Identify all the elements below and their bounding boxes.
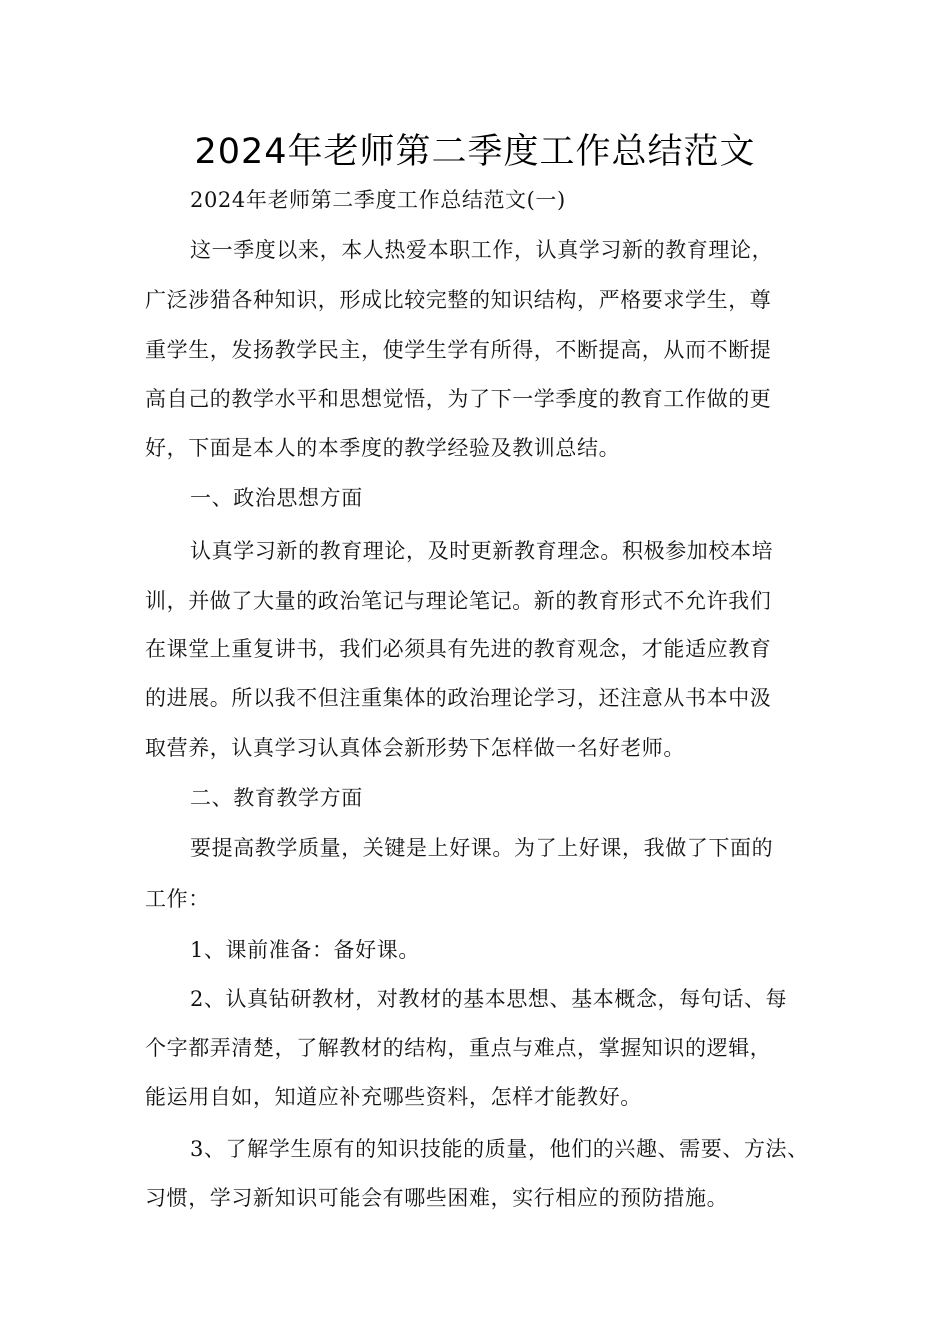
- section-heading: 一、政治思想方面: [190, 486, 363, 510]
- subtitle-line: 2024年老师第二季度工作总结范文(一): [190, 188, 566, 212]
- paragraph-line: 要提高教学质量，关键是上好课。为了上好课，我做了下面的: [190, 836, 774, 860]
- paragraph-line: 的进展。所以我不但注重集体的政治理论学习，还注意从书本中汲: [145, 686, 772, 710]
- paragraph-line: 在课堂上重复讲书，我们必须具有先进的教育观念，才能适应教育: [145, 637, 772, 661]
- paragraph-line: 取营养，认真学习认真体会新形势下怎样做一名好老师。: [145, 736, 685, 760]
- paragraph-line: 习惯，学习新知识可能会有哪些困难，实行相应的预防措施。: [145, 1186, 729, 1210]
- list-item: 2、认真钻研教材，对教材的基本思想、基本概念，每句话、每: [190, 987, 788, 1011]
- list-item: 3、了解学生原有的知识技能的质量，他们的兴趣、需要、方法、: [190, 1137, 809, 1161]
- paragraph-line: 好，下面是本人的本季度的教学经验及教训总结。: [145, 436, 621, 460]
- paragraph-line: 能运用自如，知道应补充哪些资料，怎样才能教好。: [145, 1085, 642, 1109]
- paragraph-line: 工作：: [145, 887, 210, 911]
- paragraph-line: 个字都弄清楚，了解教材的结构，重点与难点，掌握知识的逻辑，: [145, 1036, 772, 1060]
- paragraph-line: 认真学习新的教育理论，及时更新教育理念。积极参加校本培: [190, 539, 774, 563]
- list-item: 1、课前准备：备好课。: [190, 938, 420, 962]
- document-title: 2024年老师第二季度工作总结范文: [194, 132, 756, 172]
- paragraph-line: 重学生，发扬教学民主，使学生学有所得，不断提高，从而不断提: [145, 338, 772, 362]
- paragraph-line: 高自己的教学水平和思想觉悟，为了下一学季度的教育工作做的更: [145, 387, 772, 411]
- paragraph-line: 广泛涉猎各种知识，形成比较完整的知识结构，严格要求学生，尊: [145, 288, 772, 312]
- paragraph-line: 训，并做了大量的政治笔记与理论笔记。新的教育形式不允许我们: [145, 589, 772, 613]
- paragraph-line: 这一季度以来，本人热爱本职工作，认真学习新的教育理论，: [190, 238, 774, 262]
- section-heading: 二、教育教学方面: [190, 786, 363, 810]
